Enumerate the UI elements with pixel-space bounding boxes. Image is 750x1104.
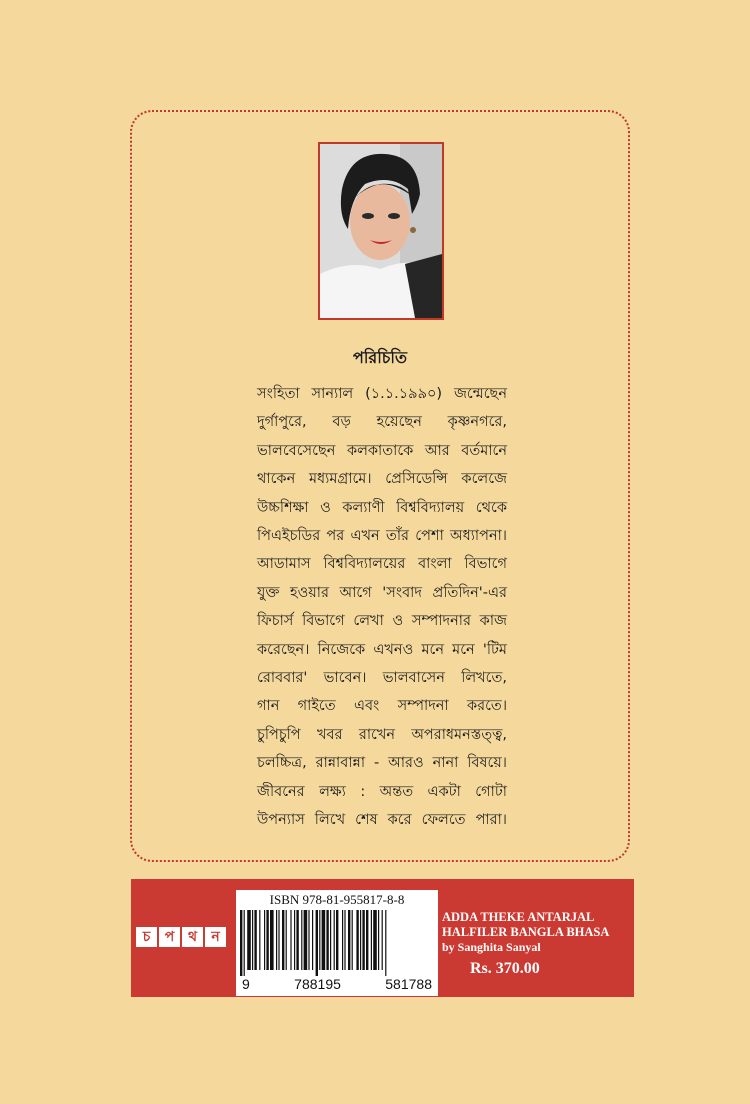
book-title-line: ADDA THEKE ANTARJAL — [442, 910, 595, 924]
bio-line: করেছেন। নিজেকে এখনও মনে মনে 'টিম — [257, 641, 507, 658]
barcode-bar — [342, 910, 343, 970]
barcode-bar — [316, 910, 318, 976]
barcode-bar — [278, 910, 279, 970]
barcode-bar — [252, 910, 253, 970]
barcode-bar — [270, 910, 274, 970]
bio-line: গান গাইতে এবং সম্পাদনা করতে। — [257, 698, 507, 715]
barcode-bar — [378, 910, 379, 970]
logo-letter: চ — [136, 927, 157, 947]
barcode-bar — [322, 910, 326, 970]
barcode-bar — [371, 910, 372, 970]
bio-line: দুর্গাপুরে, বড় হয়েছেন কৃষ্ণনগরে, — [257, 414, 507, 431]
barcode-bar — [352, 910, 353, 970]
isbn-label: ISBN 978-81-955817-8-8 — [269, 892, 405, 907]
bio-line: যুক্ত হওয়ার আগে 'সংবাদ প্রতিদিন'-এর — [257, 584, 507, 601]
bio-line: চলচ্চিত্র, রান্নাবান্না - আরও নানা বিষয়ে। — [257, 755, 507, 772]
barcode-bar — [366, 910, 368, 970]
book-price: Rs. 370.00 — [470, 960, 540, 977]
barcode-bar — [312, 910, 313, 970]
barcode-digits — [236, 976, 438, 992]
book-author: by Sanghita Sanyal — [442, 940, 541, 954]
barcode-bar — [348, 910, 350, 970]
bio-line: চুপিচুপি খবর রাখেন অপরাধমনস্তত্ত্ব, — [257, 726, 507, 743]
author-portrait-image — [320, 144, 442, 318]
barcode-bar — [282, 910, 284, 970]
barcode-bar — [254, 910, 256, 970]
barcode-bar — [385, 910, 386, 976]
barcode-bar — [373, 910, 377, 970]
bio-line: ভালবেসেছেন কলকাতাকে আর বর্তমানে — [257, 442, 507, 459]
barcode-bar — [294, 910, 295, 970]
barcode-bar — [382, 910, 383, 970]
barcode-bar — [326, 910, 328, 970]
barcode-bar — [304, 910, 308, 970]
bio-line: উচ্চশিক্ষা ও কল্যাণী বিশ্ববিদ্যালয় থেকে — [257, 499, 507, 516]
barcode-bar — [266, 910, 268, 970]
book-info — [442, 910, 632, 954]
isbn-barcode — [236, 890, 438, 996]
barcode-bar — [360, 910, 361, 970]
bio-line: উপন্যাস লিখে শেষ করে ফেলতে পারা। — [257, 812, 507, 829]
barcode-bar — [244, 910, 245, 976]
barcode-bar — [286, 910, 287, 970]
logo-letter: প — [159, 927, 180, 947]
barcode-bar — [276, 910, 277, 970]
bio-line: থাকেন মধ্যমগ্রামে। প্রেসিডেন্সি কলেজে — [257, 471, 507, 488]
author-bio — [257, 380, 507, 835]
barcode-bar — [301, 910, 302, 970]
barcode-bar — [336, 910, 338, 970]
publisher-logo — [136, 927, 226, 947]
barcode-bar — [240, 910, 242, 976]
barcode-bar — [247, 910, 251, 970]
barcode-digit-group: 9 — [242, 976, 250, 992]
bio-line: ফিচার্স বিভাগে লেখা ও সম্পাদনার কাজ — [257, 613, 507, 630]
barcode-bars — [240, 910, 434, 976]
barcode-bar — [330, 910, 331, 970]
bio-line: আডামাস বিশ্ববিদ্যালয়ের বাংলা বিভাগে — [257, 556, 507, 573]
barcode-bar — [290, 910, 291, 970]
author-photo — [318, 142, 444, 320]
barcode-bar — [296, 910, 298, 970]
logo-letter: ন — [205, 927, 226, 947]
bio-line: রোববার' ভাবেন। ভালবাসেন লিখতে, — [257, 670, 507, 687]
book-title-line: HALFILER BANGLA BHASA — [442, 925, 610, 939]
barcode-bar — [334, 910, 335, 970]
bio-heading: পরিচিতি — [352, 348, 408, 367]
logo-letter: থ — [182, 927, 203, 947]
barcode-bar — [259, 910, 260, 970]
barcode-bar — [344, 910, 345, 970]
barcode-digit-group: 788195 — [294, 976, 341, 992]
bio-line: পিএইচডির পর এখন তাঁর পেশা অধ্যাপনা। — [257, 528, 507, 545]
bio-line: সংহিতা সান্যাল (১.১.১৯৯০) জন্মেছেন — [257, 386, 507, 402]
barcode-bar — [308, 910, 309, 970]
barcode-bar — [356, 910, 358, 970]
barcode-bar — [362, 910, 364, 970]
barcode-bar — [264, 910, 265, 970]
barcode-bar — [319, 910, 320, 970]
barcode-digit-group: 581788 — [385, 976, 432, 992]
bio-line: জীবনের লক্ষ্য : অন্তত একটা গোটা — [257, 783, 507, 800]
